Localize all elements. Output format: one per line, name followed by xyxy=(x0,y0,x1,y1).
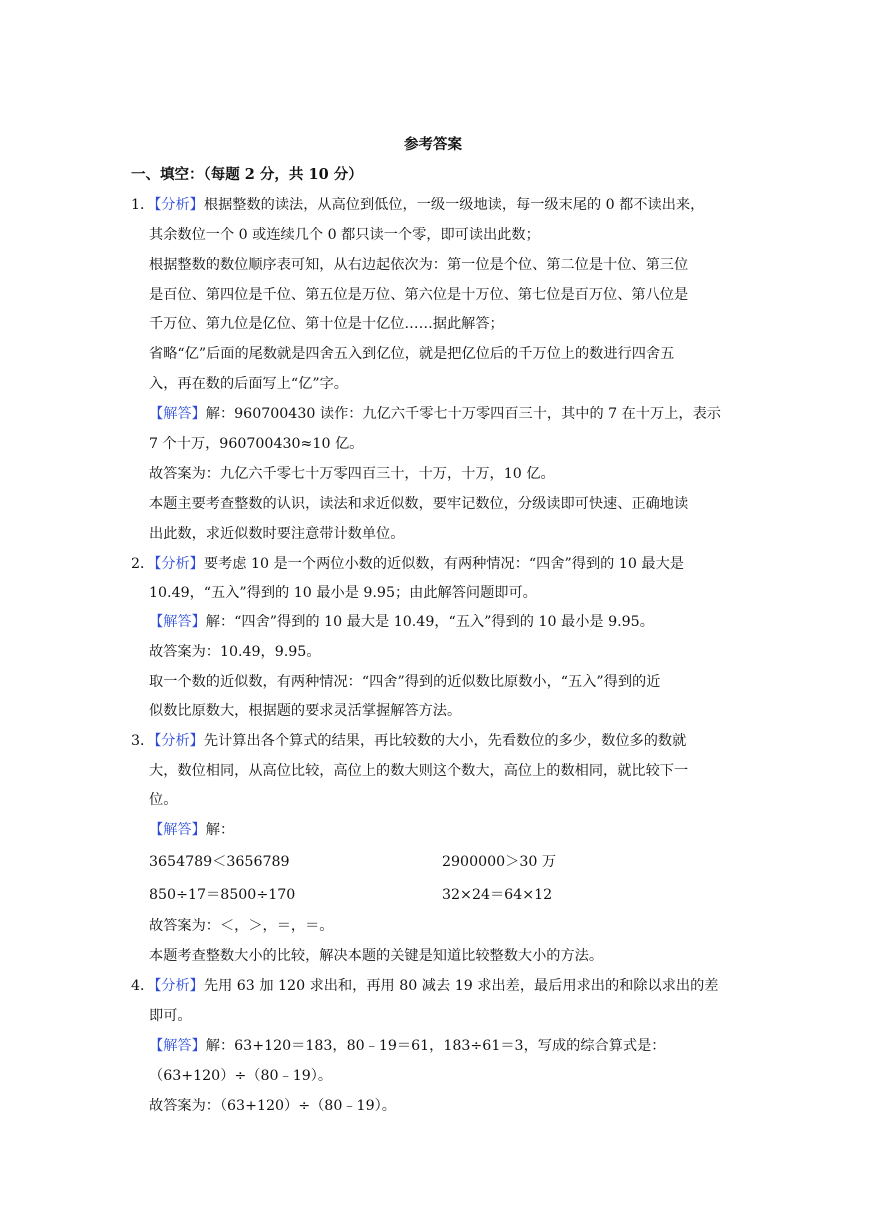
q3-comparison-1: 3654789＜3656789 xyxy=(149,854,290,870)
q2-answer-text: 解：“四舍”得到的 10 最大是 10.49，“五入”得到的 10 最小是 9.95。 xyxy=(205,614,654,630)
q2-answer-line xyxy=(149,612,654,632)
page-title: 参考答案 xyxy=(404,136,462,153)
q2-answer-l2: 故答案为：10.49，9.95。 xyxy=(149,644,321,660)
answer-tag: 【解答】 xyxy=(149,614,206,630)
q2-analysis-l2: 10.49，“五入”得到的 10 最小是 9.95；由此解答问题即可。 xyxy=(149,585,537,601)
q4-analysis-text: 先用 63 加 120 求出和，再用 80 减去 19 求出差，最后用求出的和除以求出的差 xyxy=(203,978,719,994)
q1-answer-l3: 故答案为：九亿六千零七十万零四百三十，十万，十万，10 亿。 xyxy=(149,466,555,482)
question-number: 1． xyxy=(131,197,155,213)
q1-answer-line xyxy=(149,404,721,424)
q4-analysis-l2: 即可。 xyxy=(149,1008,192,1024)
q4-answer-l3: 故答案为：（63+120）÷（80﹣19）。 xyxy=(149,1098,396,1114)
q1-analysis-l7: 入，再在数的后面写上“亿”字。 xyxy=(149,376,348,392)
q1-answer-l4: 本题主要考查整数的认识，读法和求近似数，要牢记数位，分级读即可快速、正确地读 xyxy=(149,496,689,512)
analysis-tag: 【分析】 xyxy=(154,197,204,213)
q1-answer-l5: 出此数，求近似数时要注意带计数单位。 xyxy=(149,526,405,542)
answer-tag: 【解答】 xyxy=(149,822,206,838)
q4-answer-text: 解：63+120＝183，80﹣19＝61，183÷61＝3，写成的综合算式是： xyxy=(205,1038,666,1054)
section-heading: 一、填空：（每题 2 分，共 10 分） xyxy=(131,166,363,183)
q1-answer-text: 解：960700430 读作：九亿六千零七十万零四百三十，其中的 7 在十万上，表示 xyxy=(205,406,721,422)
q3-answer-line xyxy=(149,820,234,840)
question-number: 2． xyxy=(131,556,155,572)
analysis-tag: 【分析】 xyxy=(154,978,204,994)
q2-answer-l3: 取一个数的近似数，有两种情况：“四舍”得到的近似数比原数小，“五入”得到的近 xyxy=(149,674,661,690)
answer-tag: 【解答】 xyxy=(149,406,206,422)
q1-analysis-l5: 千万位、第九位是亿位、第十位是十亿位……据此解答； xyxy=(149,316,504,332)
q1-analysis-l2: 其余数位一个 0 或连续几个 0 都只读一个零，即可读出此数； xyxy=(149,227,540,243)
q4-analysis-line xyxy=(131,976,718,996)
q3-comparison-2: 2900000＞30 万 xyxy=(442,854,557,870)
analysis-tag: 【分析】 xyxy=(154,556,204,572)
q1-analysis-text: 根据整数的读法，从高位到低位，一级一级地读，每一级末尾的 0 都不读出来， xyxy=(203,197,705,213)
q3-answer-l2: 故答案为：＜，＞，＝，＝。 xyxy=(149,918,334,934)
q1-analysis-line xyxy=(131,195,704,215)
answer-tag: 【解答】 xyxy=(149,1038,206,1054)
q2-analysis-line xyxy=(131,554,684,574)
q4-answer-line xyxy=(149,1036,665,1056)
question-number: 3． xyxy=(131,733,155,749)
q2-answer-l4: 似数比原数大，根据题的要求灵活掌握解答方法。 xyxy=(149,703,462,719)
q3-comparison-3: 850÷17＝8500÷170 xyxy=(149,887,296,903)
question-number: 4． xyxy=(131,978,155,994)
q3-comparison-4: 32×24＝64×12 xyxy=(442,887,553,903)
analysis-tag: 【分析】 xyxy=(154,733,204,749)
q3-analysis-l3: 位。 xyxy=(149,792,178,808)
q3-analysis-text: 先计算出各个算式的结果，再比较数的大小，先看数位的多少，数位多的数就 xyxy=(203,733,687,749)
q3-answer-l3: 本题考查整数大小的比较，解决本题的关键是知道比较整数大小的方法。 xyxy=(149,948,604,964)
q1-answer-l2: 7 个十万，960700430≈10 亿。 xyxy=(149,436,364,452)
q3-analysis-l2: 大，数位相同，从高位比较，高位上的数大则这个数大，高位上的数相同，就比较下一 xyxy=(149,763,689,779)
q1-analysis-l4: 是百位、第四位是千位、第五位是万位、第六位是十万位、第七位是百万位、第八位是 xyxy=(149,287,689,303)
q4-answer-l2: （63+120）÷（80﹣19）。 xyxy=(149,1068,333,1084)
q2-analysis-text: 要考虑 10 是一个两位小数的近似数，有两种情况：“四舍”得到的 10 最大是 xyxy=(203,556,684,572)
q1-analysis-l3: 根据整数的数位顺序表可知，从右边起依次为：第一位是个位、第二位是十位、第三位 xyxy=(149,257,689,273)
q3-answer-text: 解： xyxy=(205,822,235,838)
q3-analysis-line xyxy=(131,731,686,751)
q1-analysis-l6: 省略“亿”后面的尾数就是四舍五入到亿位，就是把亿位后的千万位上的数进行四舍五 xyxy=(149,346,675,362)
